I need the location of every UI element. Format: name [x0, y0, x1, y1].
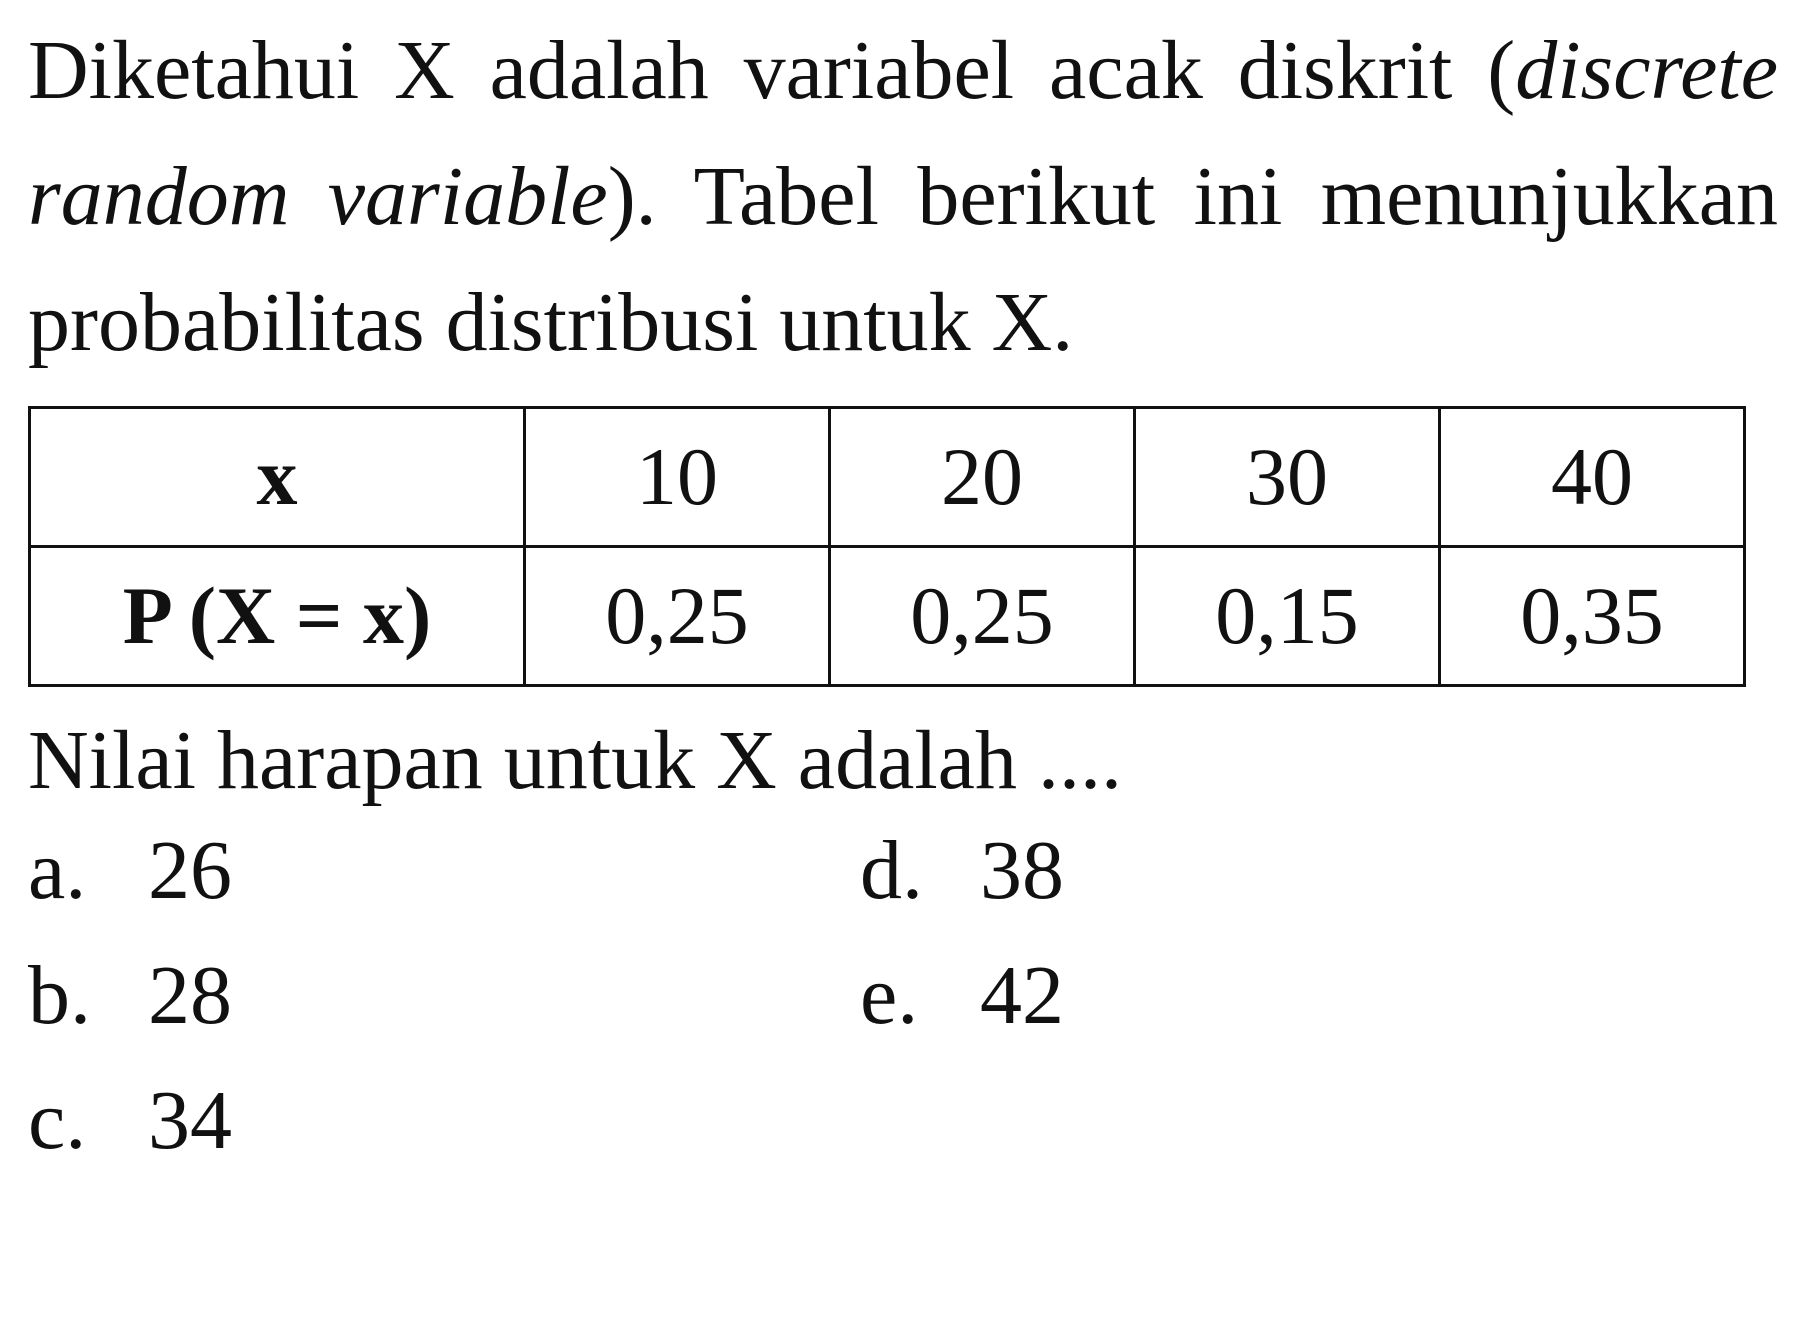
intro-text-2: ). Tabel berikut ini menunjukkan probabilitas distribusi untuk X.	[28, 150, 1778, 369]
option-d[interactable]	[860, 821, 1064, 921]
option-label: a.	[28, 824, 87, 917]
option-value: 38	[980, 824, 1064, 917]
intro-paragraph	[28, 8, 1778, 386]
option-value: 28	[148, 949, 232, 1042]
answer-options	[28, 821, 1778, 1261]
option-c[interactable]	[28, 1071, 232, 1171]
x-value-cell: 40	[1440, 408, 1745, 547]
p-value-cell: 0,15	[1135, 547, 1440, 686]
table-row-p	[30, 547, 1745, 686]
p-value-cell: 0,25	[830, 547, 1135, 686]
option-label: c.	[28, 1074, 87, 1167]
intro-text-1: Diketahui X adalah variabel acak diskrit (	[28, 24, 1516, 117]
option-label: b.	[28, 949, 91, 1042]
option-b[interactable]	[28, 946, 232, 1046]
x-value-cell: 30	[1135, 408, 1440, 547]
option-value: 26	[148, 824, 232, 917]
intro-text-italic: discrete random variable	[28, 24, 1778, 243]
question-text: Nilai harapan untuk X adalah ....	[28, 714, 1122, 807]
table-row-x	[30, 408, 1745, 547]
option-value: 34	[148, 1074, 232, 1167]
option-label: e.	[860, 949, 919, 1042]
row-label-p: P (X = x)	[30, 547, 525, 686]
option-value: 42	[980, 949, 1064, 1042]
p-value-cell: 0,25	[525, 547, 830, 686]
option-a[interactable]	[28, 821, 232, 921]
option-label: d.	[860, 824, 923, 917]
x-value-cell: 20	[830, 408, 1135, 547]
row-label-x: x	[30, 408, 525, 547]
problem-page	[28, 8, 1778, 1261]
distribution-table	[28, 406, 1746, 687]
x-value-cell: 10	[525, 408, 830, 547]
option-e[interactable]	[860, 946, 1064, 1046]
p-value-cell: 0,35	[1440, 547, 1745, 686]
